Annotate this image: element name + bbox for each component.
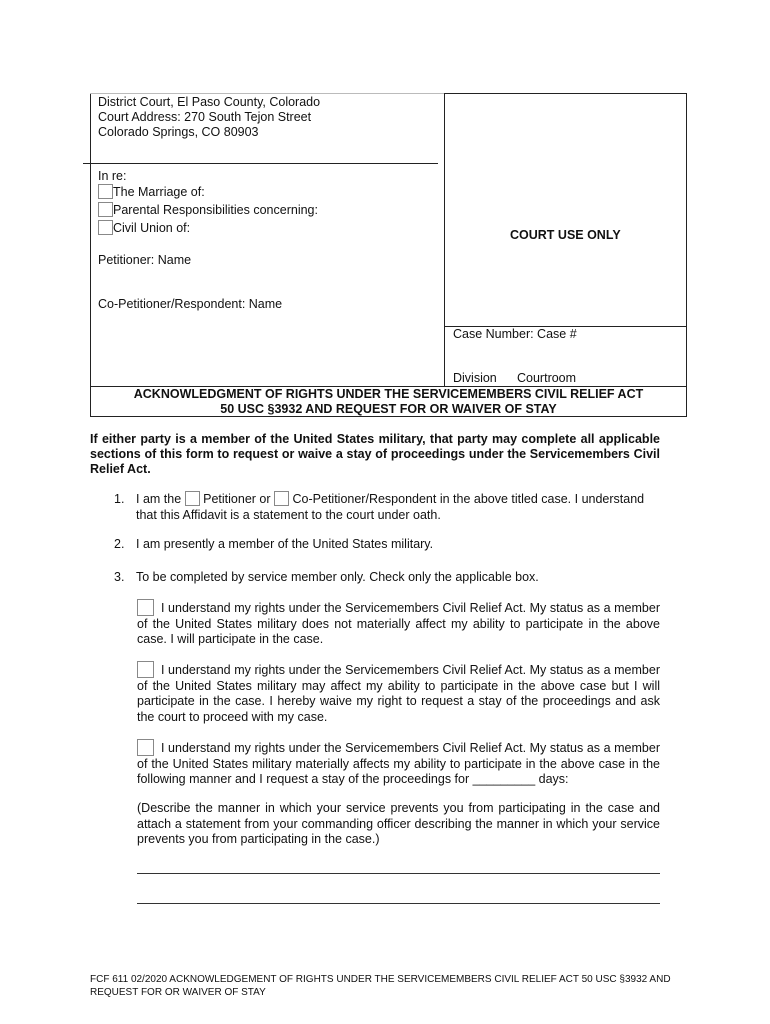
court-party-separator (83, 163, 438, 164)
item-1-number: 1. (114, 492, 125, 506)
item-1-i-am-the: I am the (136, 492, 182, 506)
option-1-text: I understand my rights under the Servicemembers Civil Relief Act. My status as a member of the United States military does not materially affect my ability to participate in the above case. I will participate in the case. (137, 601, 660, 646)
description-line-1[interactable] (137, 873, 660, 874)
petitioner-checkbox[interactable] (185, 491, 200, 506)
petitioner-name: Petitioner: Name (98, 253, 192, 267)
in-re-label: In re: (98, 169, 127, 183)
form-footer: FCF 611 02/2020 ACKNOWLEDGEMENT OF RIGHTS UNDER THE SERVICEMEMBERS CIVIL RELIEF ACT 50 USC §3932 AND REQUEST FOR OR WAIVER OF STAY (90, 974, 671, 998)
caption-top-border-right (444, 93, 687, 94)
co-petitioner-checkbox[interactable] (274, 491, 289, 506)
form-title-line2: 50 USC §3932 AND REQUEST FOR OR WAIVER OF STAY (220, 402, 557, 416)
court-info (98, 95, 320, 140)
marriage-checkbox[interactable] (98, 184, 113, 199)
parental-label: Parental Responsibilities concerning: (113, 203, 318, 217)
description-line-2[interactable] (137, 903, 660, 904)
marriage-label: The Marriage of: (113, 185, 205, 199)
option-2-text: I understand my rights under the Servicemembers Civil Relief Act. My status as a member of the United States military may affect my ability to participate in the above case but I will participate in the case. I hereby waive my right to request a stay of the proceedings and ask the court to proceed with my case. (137, 663, 660, 724)
court-address: Court Address: 270 South Tejon Street (98, 110, 312, 124)
item-3-text: To be completed by service member only. Check only the applicable box. (136, 570, 539, 584)
item-2-number: 2. (114, 537, 125, 551)
caption-left-border (90, 93, 91, 417)
item-1-co-petitioner-label: Co-Petitioner/Respondent in the above titled case. I understand (292, 492, 645, 506)
caption-right-border (686, 93, 687, 417)
court-city: Colorado Springs, CO 80903 (98, 125, 259, 139)
form-title (90, 387, 687, 417)
caption-divider (444, 93, 445, 386)
case-type-option-marriage[interactable] (98, 184, 205, 200)
court-use-only-label: COURT USE ONLY (510, 228, 621, 242)
co-petitioner-name: Co-Petitioner/Respondent: Name (98, 297, 283, 311)
intro-paragraph: If either party is a member of the United States military, that party may complete all applicable sections of this form to request or waive a stay of proceedings under the Servicemembers Civil Relief Act. (90, 432, 660, 476)
civil-union-checkbox[interactable] (98, 220, 113, 235)
courtroom-label: Courtroom (517, 371, 577, 385)
item-2-text: I am presently a member of the United States military. (136, 537, 434, 551)
describe-instructions: (Describe the manner in which your service prevents you from participating in the case and attach a statement from your commanding officer describing the manner in which your service prevents you from participating in the case.) (137, 801, 660, 846)
form-title-line1: ACKNOWLEDGMENT OF RIGHTS UNDER THE SERVICEMEMBERS CIVIL RELIEF ACT (133, 387, 644, 401)
division-label: Division (453, 371, 497, 385)
parental-checkbox[interactable] (98, 202, 113, 217)
option-3-text: I understand my rights under the Servicemembers Civil Relief Act. My status as a member of the United States military materially affects my ability to participate in the above case in the following manner and I request a stay of the proceedings for _________ days: (137, 741, 660, 786)
item-3-number: 3. (114, 570, 125, 584)
civil-union-label: Civil Union of: (113, 221, 191, 235)
item-1-petitioner-label: Petitioner or (203, 492, 271, 506)
case-type-option-parental[interactable] (98, 202, 318, 218)
item-1 (136, 491, 666, 523)
court-name: District Court, El Paso County, Colorado (98, 95, 321, 109)
case-type-option-civil-union[interactable] (98, 220, 190, 236)
item-1-line2: that this Affidavit is a statement to the court under oath. (136, 508, 441, 522)
case-number-field: Case Number: Case # (453, 327, 577, 341)
caption-top-border-left (90, 93, 445, 94)
